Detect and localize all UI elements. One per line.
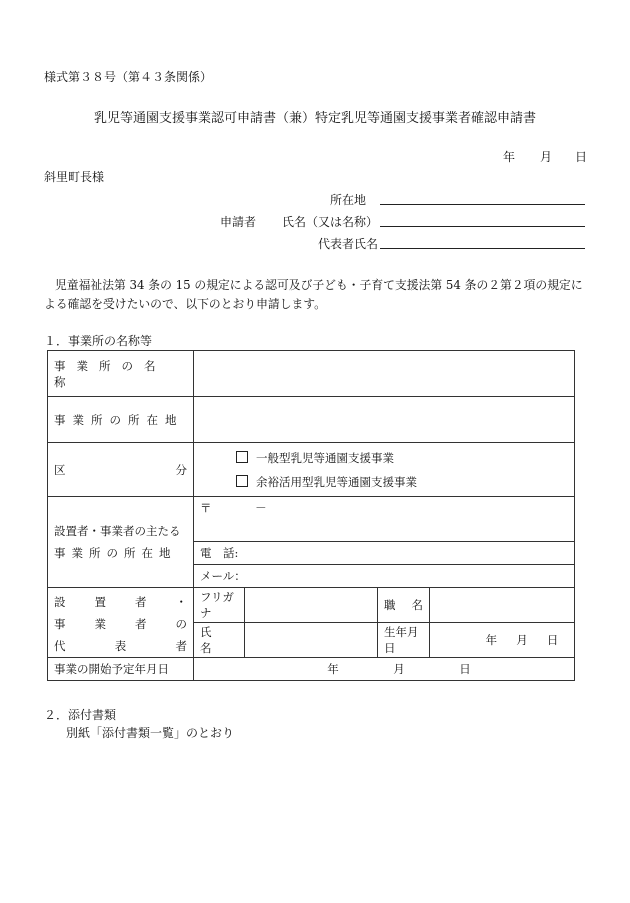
date-year: 年	[503, 150, 516, 164]
postal-field[interactable]	[194, 497, 575, 542]
postal-mark: 〒	[200, 501, 212, 515]
facility-address-field[interactable]	[194, 397, 575, 443]
office-label-line-1: 設置者・事業者の主たる	[54, 524, 181, 538]
checkbox-surplus[interactable]	[236, 475, 248, 487]
start-date-label: 事業の開始予定年月日	[48, 658, 194, 681]
phone-label: 電 話:	[200, 546, 239, 560]
page-title: 乳児等通園支援事業認可申請書（兼）特定乳児等通園支援事業者確認申請書	[93, 111, 536, 126]
email-field[interactable]	[194, 565, 575, 588]
section2-heading: ２．添付書類	[44, 708, 117, 722]
addressee: 斜里町長様	[44, 170, 105, 184]
checkbox-general[interactable]	[236, 451, 248, 463]
facility-name-label: 事業所の名称	[54, 358, 167, 389]
applicant-label: 申請者	[220, 215, 257, 229]
facility-name-field[interactable]	[194, 351, 575, 397]
birthdate-label: 生年月日	[378, 623, 430, 658]
rep-fullname-field[interactable]	[245, 623, 378, 658]
rep-label-line-3: 代 表 者	[54, 638, 187, 653]
location-field[interactable]	[380, 204, 585, 205]
rep-name-label: 代表者氏名	[318, 237, 379, 251]
rep-label-line-2: 事 業 者 の	[54, 616, 187, 631]
location-label: 所在地	[330, 193, 367, 207]
furigana-label: フリガナ	[194, 588, 245, 623]
rep-name-row-label: 氏名	[200, 625, 222, 655]
date-month: 月	[540, 150, 553, 164]
start-date-field[interactable]: 年 月 日	[194, 658, 575, 681]
rep-label-line-1: 設 置 者 ・	[54, 594, 187, 609]
phone-field[interactable]	[194, 542, 575, 565]
date-day: 日	[575, 150, 588, 164]
category-label-char-2: 分	[175, 462, 187, 477]
statement-line-1: 児童福祉法第 34 条の 15 の規定による認可及び子ども・子育て支援法第 54 条の２第２項の規定に	[55, 278, 583, 292]
rep-name-field[interactable]	[380, 248, 585, 249]
category-label-char-1: 区	[54, 462, 66, 477]
attachments-text: 別紙「添付書類一覧」のとおり	[66, 726, 235, 740]
email-label: メール：	[200, 569, 246, 583]
name-label: 氏名（又は名称）	[282, 215, 379, 229]
birthdate-field[interactable]: 年 月 日	[430, 623, 575, 658]
option-general[interactable]: 一般型乳児等通園支援事業	[236, 446, 568, 470]
furigana-field[interactable]	[245, 588, 378, 623]
office-label-line-2: 事業所の所在地	[54, 546, 177, 560]
facility-address-label: 事業所の所在地	[54, 412, 184, 427]
position-field[interactable]	[430, 588, 575, 623]
name-field[interactable]	[380, 226, 585, 227]
postal-dash: －	[255, 501, 267, 515]
position-label: 職 名	[384, 598, 423, 612]
statement-line-2: よる確認を受けたいので、以下のとおり申請します。	[44, 297, 326, 311]
category-label	[54, 462, 187, 478]
section1-heading: １．事業所の名称等	[44, 334, 153, 348]
facility-table	[47, 350, 575, 681]
option-surplus[interactable]: 余裕活用型乳児等通園支援事業	[236, 470, 568, 494]
form-number: 様式第３８号（第４３条関係）	[44, 70, 213, 84]
